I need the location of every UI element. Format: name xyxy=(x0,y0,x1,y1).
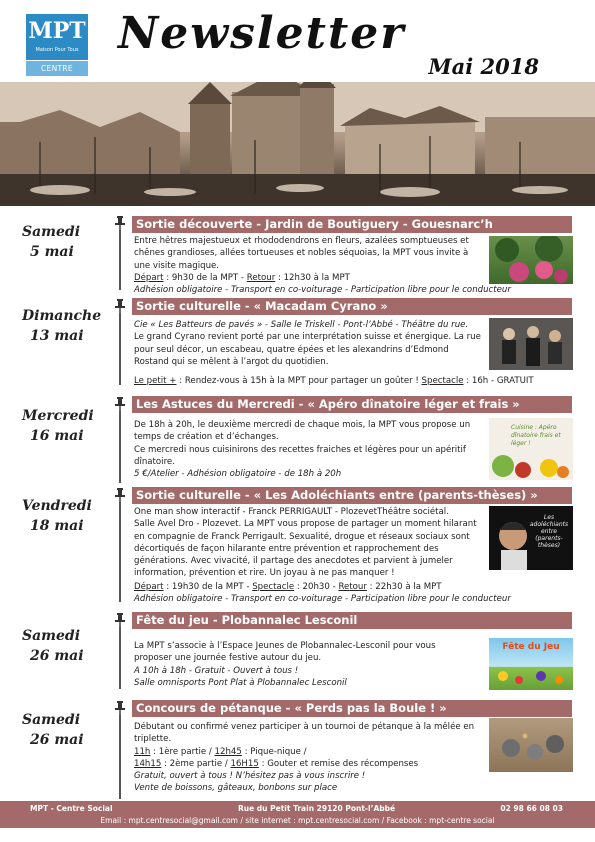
event-6-note-2: Vente de boissons, gâteaux, bonbons sur place xyxy=(134,783,338,794)
event-6-heading: Concours de pétanque - « Perds pas la Boule ! » xyxy=(132,700,572,717)
footer-phone: 02 98 66 08 03 xyxy=(500,804,563,813)
garden-photo xyxy=(489,236,573,284)
event-4-text-2: Salle Avel Dro - Plozevet. La MPT vous propose de partager un moment hilarant en compagnie de Franck Perrigault. Sexualité, drogue et réseaux sociaux sont décortiqués de façon hilarante entre prévention et rapprochement des générations. Avec vivacité, il partage des anecdotes et parvient à jumeler information, prévention et rire. Un joyau à ne pas manquer ! xyxy=(134,519,477,579)
newsletter-date: Mai 2018 xyxy=(428,54,539,79)
comedian-photo-text: Les adoléchiants entre (parents-thèses) xyxy=(529,514,569,549)
logo-mpt: MPT xyxy=(26,14,88,60)
event-2-times: Le petit + : Rendez-vous à 15h à la MPT pour partager un goûter ! Spectacle : 16h - GRATUIT xyxy=(134,376,534,386)
aperitif-poster-text: Cuisine : Apéro dînatoire frais et léger ! xyxy=(511,424,561,447)
pushpin-icon xyxy=(115,701,125,715)
event-2-company: Cie « Les Batteurs de pavés » - Salle le Triskell - Pont-l’Abbé - Théâtre du rue. xyxy=(134,320,469,330)
event-3-text-1: De 18h à 20h, le deuxième mercredi de chaque mois, la MPT vous propose un temps de création et d’échanges. xyxy=(134,420,471,443)
event-1-heading: Sortie découverte - Jardin de Boutiguery - Gouesnarc’h xyxy=(132,216,572,233)
event-1-body xyxy=(134,235,511,296)
timeline-line xyxy=(119,230,121,290)
event-4-heading: Sortie culturelle - « Les Adoléchiants entre (parents-thèses) » xyxy=(132,487,572,504)
event-6-note-1: Gratuit, ouvert à tous ! N’hésitez pas à vous inscrire ! xyxy=(134,771,366,782)
timeline-line xyxy=(119,502,121,602)
event-6-sched-2: 14h15 : 2ème partie / 16H15 : Gouter et remise des récompenses xyxy=(134,758,419,769)
event-1-times: Départ : 9h30 de la MPT - Retour : 12h30 à la MPT xyxy=(134,272,350,283)
event-6-text: Débutant ou confirmé venez participer à un tournoi de pétanque à la mêlée en triplette. xyxy=(134,722,475,745)
event-2-text: Le grand Cyrano revient porté par une interprétation suisse et énergique. La rue pour seul décor, un escabeau, quatre épées et les alexandrins d’Edmond Rostand qui se mêlent à l’argot du quotidien. xyxy=(134,332,481,367)
event-5-place: Salle omnisports Pont Plat à Plobannalec Lesconil xyxy=(134,677,347,688)
harbor-banner-photo xyxy=(0,82,595,206)
pushpin-icon xyxy=(115,613,125,627)
footer-name: MPT - Centre Social xyxy=(30,804,113,813)
logo-subtitle: Maison Pour Tous xyxy=(35,47,79,53)
event-2-heading: Sortie culturelle - « Macadam Cyrano » xyxy=(132,298,572,315)
timeline-line xyxy=(119,313,121,385)
event-6-sched-1: 11h : 1ère partie / 12h45 : Pique-nique / xyxy=(134,746,307,757)
newsletter-title: Newsletter xyxy=(118,8,406,59)
event-4-times: Départ : 19h30 de la MPT - Spectacle : 20h30 - Retour : 22h30 à la MPT xyxy=(134,582,442,592)
pushpin-icon xyxy=(115,299,125,313)
event-1-text: Entre hêtres majestueux et rhododendrons en fleurs, azalées somptueuses et chênes grandioses, allées tortueuses et nobles séquoias, la MPT vous invite à une visite magique. xyxy=(134,236,469,271)
event-2-day: Dimanche 13 mai xyxy=(22,308,102,344)
fete-du-jeu-poster-text: Fête du Jeu xyxy=(502,642,560,652)
event-5-text: La MPT s’associe à l’Espace Jeunes de Plobannalec-Lesconil pour vous proposer une journée festive autour du jeu. xyxy=(134,641,436,664)
event-3-text-2: Ce mercredi nous cuisinirons des recettes fraiches et légères pour un apéritif dînatoire. xyxy=(134,444,466,467)
comedian-photo xyxy=(489,506,573,570)
event-3-day: Mercredi 16 mai xyxy=(22,408,94,444)
event-5-body xyxy=(134,640,464,689)
event-4-body xyxy=(134,506,486,580)
event-1-day: Samedi 5 mai xyxy=(22,224,81,260)
timeline-line xyxy=(119,411,121,483)
footer-contacts: Email : mpt.centresocial@gmail.com / site internet : mpt.centresocial.com / Facebook : mpt-centre social xyxy=(100,816,495,825)
footer xyxy=(0,801,595,828)
timeline-line xyxy=(119,627,121,689)
event-2-body xyxy=(134,319,484,368)
fete-du-jeu-poster xyxy=(489,638,573,690)
timeline-line xyxy=(119,715,121,799)
pushpin-icon xyxy=(115,488,125,502)
event-4-text-1: One man show interactif - Franck PERRIGAULT - PlozevetThéâtre sociétal. xyxy=(134,507,449,517)
event-4-day: Vendredi 18 mai xyxy=(22,498,92,534)
event-3-note: 5 €/Atelier - Adhésion obligatoire - de 18h à 20h xyxy=(134,469,342,480)
event-5-heading: Fête du jeu - Plobannalec Lesconil xyxy=(132,612,572,629)
event-5-hours: A 10h à 18h - Gratuit - Ouvert à tous ! xyxy=(134,665,299,676)
petanque-photo xyxy=(489,718,573,772)
aperitif-poster xyxy=(489,418,573,480)
event-6-day: Samedi 26 mai xyxy=(22,712,84,748)
pushpin-icon xyxy=(115,216,125,230)
pushpin-icon xyxy=(115,397,125,411)
event-5-day: Samedi 26 mai xyxy=(22,628,84,664)
cyrano-show-photo xyxy=(489,318,573,370)
event-3-body xyxy=(134,419,484,480)
logo-centre-social: CENTRE xyxy=(26,61,88,76)
mpt-logo xyxy=(26,14,88,76)
event-3-heading: Les Astuces du Mercredi - « Apéro dînatoire léger et frais » xyxy=(132,396,572,413)
event-4-note: Adhésion obligatoire - Transport en co-voiturage - Participation libre pour le conducteur xyxy=(134,594,511,605)
footer-address: Rue du Petit Train 29120 Pont-l’Abbé xyxy=(238,804,396,813)
event-4-footer xyxy=(134,581,574,606)
event-6-body xyxy=(134,721,484,795)
event-1-note: Adhésion obligatoire - Transport en co-voiturage - Participation libre pour le conducteur xyxy=(134,285,511,296)
